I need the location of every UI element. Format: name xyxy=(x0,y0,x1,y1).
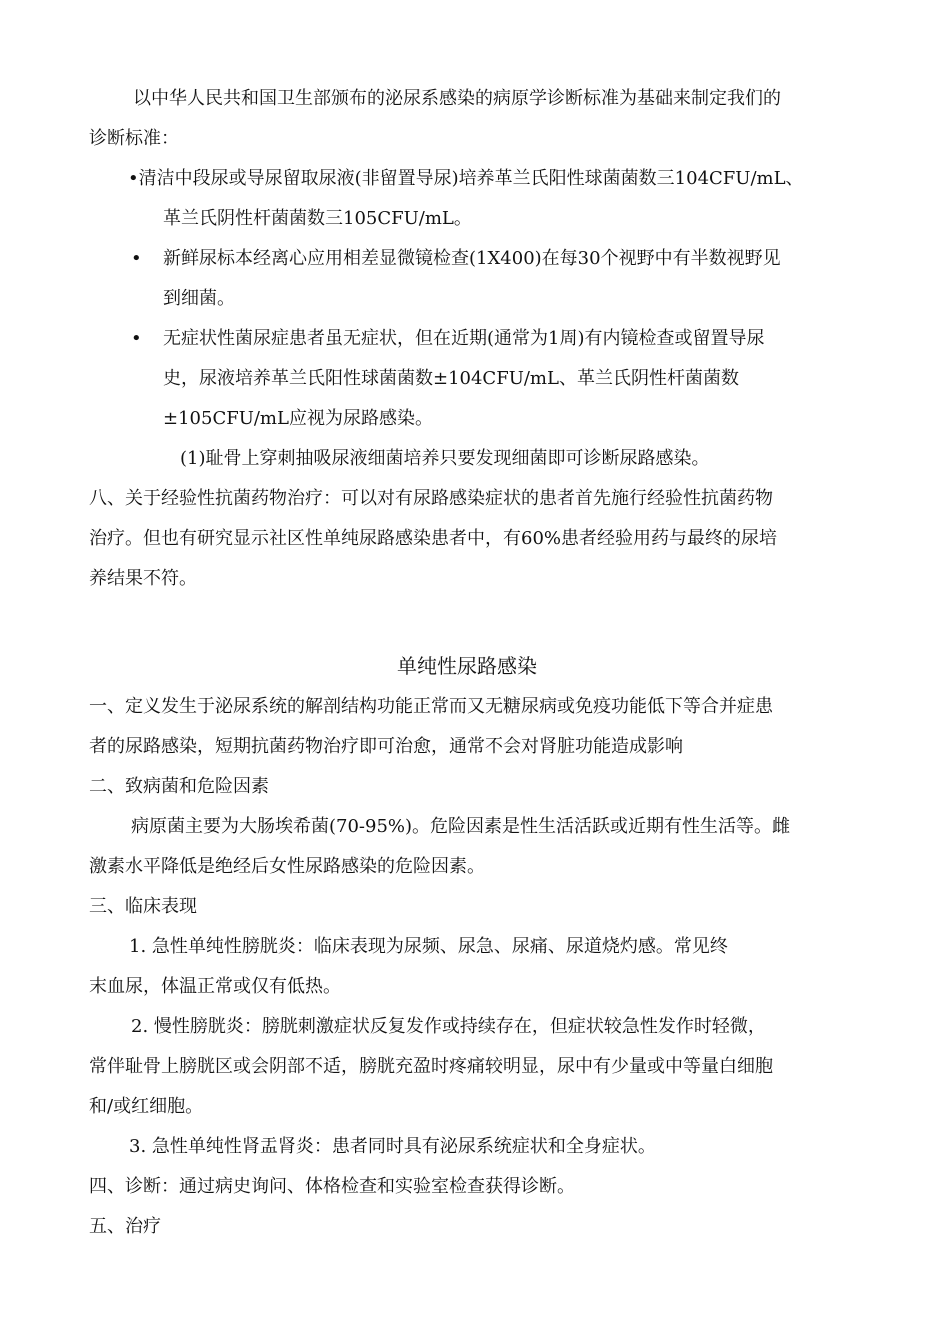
intro-line-2: 诊断标准： xyxy=(89,128,179,149)
section8-line-2: 治疗。但也有研究显示社区性单纯尿路感染患者中，有60%患者经验用药与最终的尿培 xyxy=(89,528,778,549)
bullet-symbol: • xyxy=(131,328,142,349)
s1-line-1: 一、定义发生于泌尿系统的解剖结构功能正常而又无糖尿病或免疫功能低下等合并症患 xyxy=(89,696,773,717)
criteria-item-3-line-1: 无症状性菌尿症患者虽无症状，但在近期(通常为1周)有内镜检查或留置导尿 xyxy=(163,328,765,349)
s3-p1-line-2: 末血尿，体温正常或仅有低热。 xyxy=(89,976,341,997)
s3-p2-line-3: 和/或红细胞。 xyxy=(89,1096,204,1117)
s1-line-2: 者的尿路感染，短期抗菌药物治疗即可治愈，通常不会对肾脏功能造成影响 xyxy=(89,736,683,757)
intro-line-1: 以中华人民共和国卫生部颁布的泌尿系感染的病原学诊断标准为基础来制定我们的 xyxy=(133,88,781,109)
s2-line-1: 病原菌主要为大肠埃希菌(70-95%)。危险因素是性生活活跃或近期有性生活等。雌 xyxy=(131,816,791,837)
s3-p3: 3. 急性单纯性肾盂肾炎：患者同时具有泌尿系统症状和全身症状。 xyxy=(129,1136,656,1157)
s5-title: 五、治疗 xyxy=(89,1216,161,1237)
s3-title: 三、临床表现 xyxy=(89,896,197,917)
criteria-item-4: (1)耻骨上穿刺抽吸尿液细菌培养只要发现细菌即可诊断尿路感染。 xyxy=(180,448,710,469)
section8-line-1: 八、关于经验性抗菌药物治疗：可以对有尿路感染症状的患者首先施行经验性抗菌药物 xyxy=(89,488,773,509)
bullet-symbol: • xyxy=(131,248,142,269)
s3-p1-line-1: 1. 急性单纯性膀胱炎：临床表现为尿频、尿急、尿痛、尿道烧灼感。常见终 xyxy=(129,936,728,957)
criteria-item-3-line-2: 史，尿液培养革兰氏阳性球菌菌数±104CFU/mL、革兰氏阴性杆菌菌数 xyxy=(163,368,739,389)
bullet-symbol: • xyxy=(128,168,139,189)
criteria-item-2-line-2: 到细菌。 xyxy=(163,288,235,309)
criteria-item-3-line-3: ±105CFU/mL应视为尿路感染。 xyxy=(163,408,433,429)
section-heading: 单纯性尿路感染 xyxy=(397,654,537,678)
s2-line-2: 激素水平降低是绝经后女性尿路感染的危险因素。 xyxy=(89,856,485,877)
criteria-item-2-line-1: 新鲜尿标本经离心应用相差显微镜检查(1X400)在每30个视野中有半数视野见 xyxy=(163,248,781,269)
s3-p2-line-1: 2. 慢性膀胱炎：膀胱刺激症状反复发作或持续存在，但症状较急性发作时轻微， xyxy=(131,1016,766,1037)
criteria-item-1-line-2: 革兰氏阴性杆菌菌数三105CFU/mL。 xyxy=(163,208,472,229)
s2-title: 二、致病菌和危险因素 xyxy=(89,776,269,797)
s3-p2-line-2: 常伴耻骨上膀胱区或会阴部不适，膀胱充盈时疼痛较明显，尿中有少量或中等量白细胞 xyxy=(89,1056,773,1077)
section8-line-3: 养结果不符。 xyxy=(89,568,197,589)
criteria-item-1-line-1: •清洁中段尿或导尿留取尿液(非留置导尿)培养革兰氏阳性球菌菌数三104CFU/mL、 xyxy=(128,168,804,189)
s4-text: 四、诊断：通过病史询问、体格检查和实验室检查获得诊断。 xyxy=(89,1176,575,1197)
